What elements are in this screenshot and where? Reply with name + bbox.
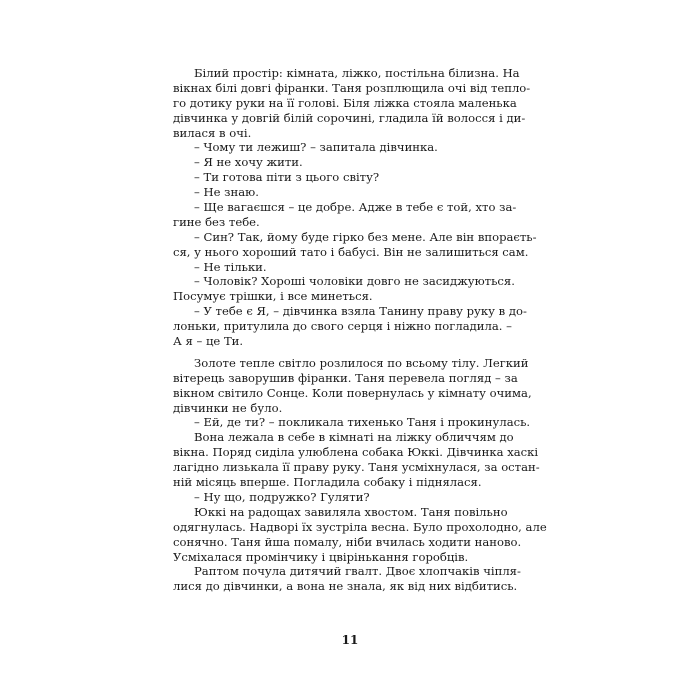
text-line: Раптом почула дитячий гвалт. Двоє хлопчаків чіпля- — [194, 564, 521, 579]
text-line: дівчинки не було. — [173, 400, 283, 415]
text-line: – Син? Так, йому буде гірко без мене. Але він впораєть- — [194, 229, 537, 244]
text-line: – Чоловік? Хороші чоловіки довго не засиджуються. — [194, 274, 515, 289]
text-line: одягнулась. Надворі їх зустріла весна. Було прохолодно, але — [173, 519, 547, 534]
text-line: Вона лежала в себе в кімнаті на ліжку обличчям до — [194, 430, 514, 445]
text-line: вітерець заворушив фіранки. Таня перевела погляд – за — [173, 370, 518, 385]
text-line: ній місяць вперше. Погладила собаку і піднялася. — [173, 475, 482, 490]
text-line: гине без тебе. — [173, 214, 260, 229]
text-line: Білий простір: кімната, ліжко, постільна білизна. На — [194, 66, 520, 80]
text-line: – Не тільки. — [194, 259, 267, 274]
text-line: вікна. Поряд сиділа улюблена собака Юккі. Дівчинка хаскі — [173, 445, 539, 460]
text-line: вилася в очі. — [173, 125, 252, 140]
paragraph-gap — [173, 349, 493, 356]
text-line: сонячно. Таня йша помалу, ніби вчилась ходити наново. — [173, 534, 522, 549]
text-line: – Я не хочу жити. — [194, 155, 303, 170]
text-line: лагідно лизькала її праву руку. Таня усміхнулася, за остан- — [173, 460, 540, 475]
text-line: лоньки, притулила до свого серця і ніжно погладила. – — [173, 319, 512, 334]
text-line: вікном світило Сонце. Коли повернулась у кімнату очима, — [173, 385, 532, 400]
text-line: вікнах білі довгі фіранки. Таня розплющила очі від тепло- — [173, 80, 531, 95]
text-line: лися до дівчинки, а вона не знала, як від них відбитись. — [173, 579, 518, 594]
text-line: Посумує трішки, і все минеться. — [173, 289, 373, 304]
text-line: – Ей, де ти? – покликала тихенько Таня і прокинулась. — [194, 415, 531, 430]
text-line: – Ну що, подружко? Гуляти? — [194, 489, 370, 504]
text-line: – Ти готова піти з цього світу? — [194, 170, 380, 185]
text-line: А я – це Ти. — [173, 334, 244, 349]
text-line: – У тебе є Я, – дівчинка взяла Танину праву руку в до- — [194, 304, 527, 319]
page-number: 11 — [341, 633, 359, 647]
text-line: Юккі на радощах завиляла хвостом. Таня повільно — [194, 504, 508, 519]
text-line: Золоте тепле світло розлилося по всьому тілу. Легкий — [194, 355, 529, 370]
text-line: – Ще вагаєшся – це добре. Адже в тебе є той, хто за- — [194, 200, 517, 215]
text-line: – Чому ти лежиш? – запитала дівчинка. — [194, 140, 438, 155]
text-line: Усміхалася промінчику і цвірінькання горобців. — [173, 549, 469, 564]
text-line: дівчинка у довгій білій сорочині, гладила їй волосся і ди- — [173, 110, 526, 125]
text-line: го дотику руки на її голові. Біля ліжка стояла маленька — [173, 95, 517, 110]
text-line: ся, у нього хороший тато і бабусі. Він не залишиться сам. — [173, 244, 529, 259]
text-line: – Не знаю. — [194, 185, 259, 200]
body-text — [173, 66, 547, 594]
